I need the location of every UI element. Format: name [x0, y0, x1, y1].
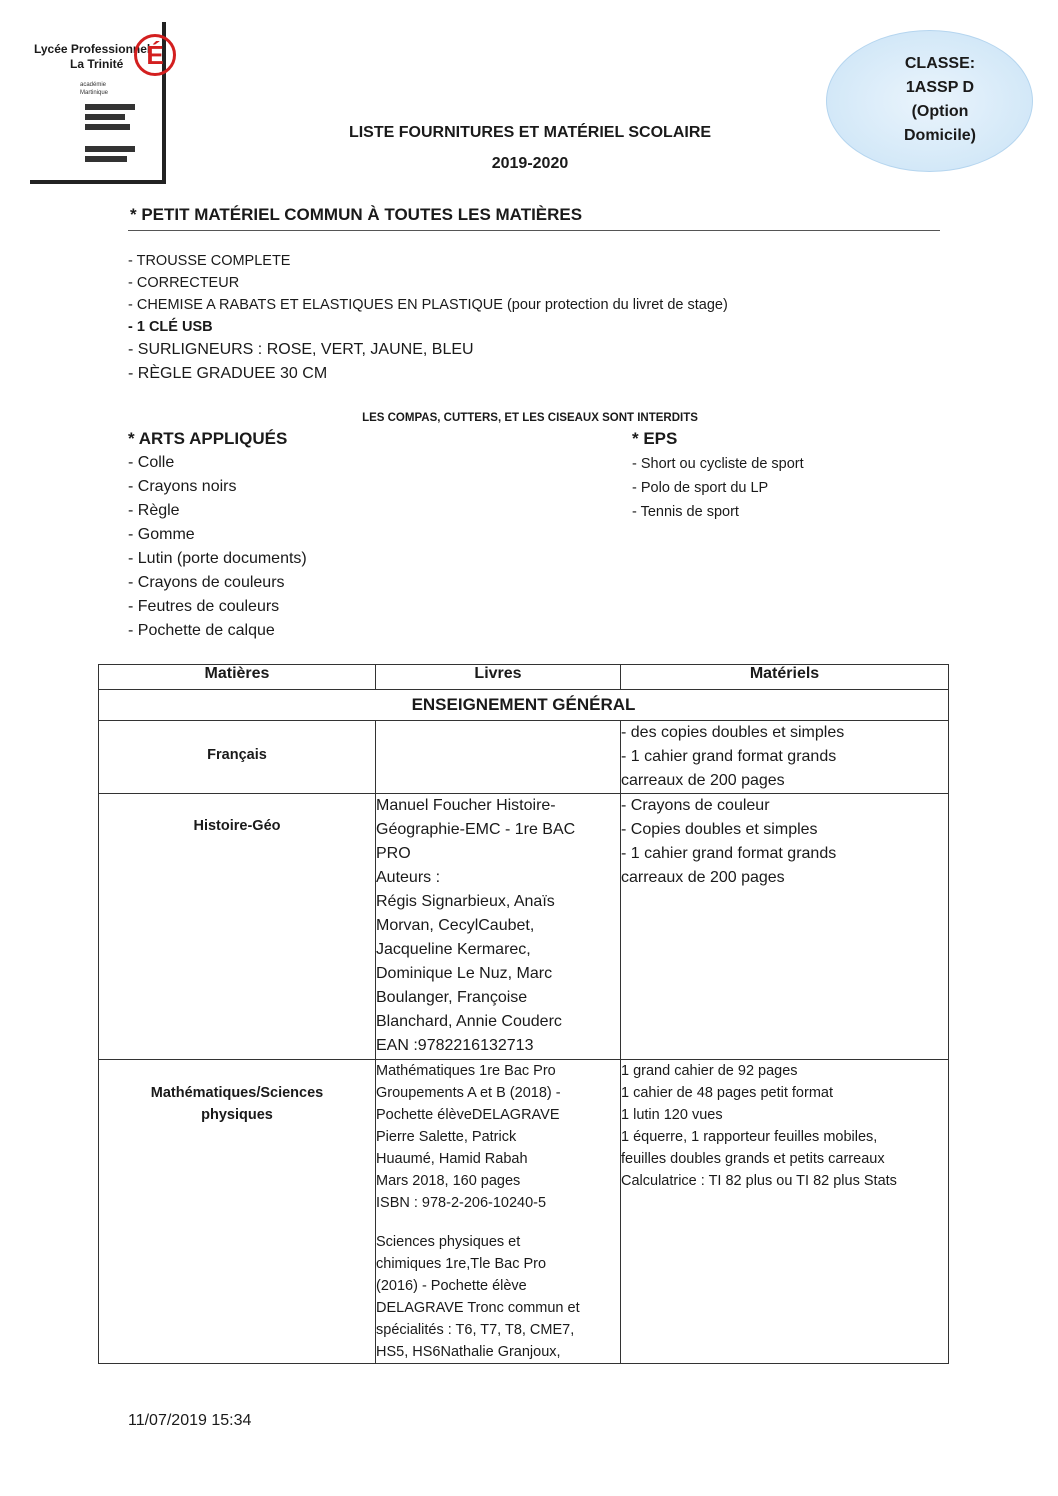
class-badge-line: CLASSE: [904, 55, 976, 72]
list-item: - Polo de sport du LP [632, 480, 769, 496]
logo-ministry-mark [85, 146, 135, 152]
material-line: - 1 cahier grand format grands [621, 748, 837, 765]
list-item: - Crayons noirs [128, 478, 237, 495]
section-divider [128, 230, 940, 231]
book-line: HS5, HS6Nathalie Granjoux, [376, 1344, 561, 1360]
subject-name: physiques [201, 1107, 273, 1123]
class-badge-text [870, 52, 1010, 148]
list-item: - Colle [128, 454, 175, 471]
column-header-books: Livres [376, 665, 621, 690]
material-line: carreaux de 200 pages [621, 772, 785, 789]
list-item: - Gomme [128, 526, 195, 543]
list-item: - Tennis de sport [632, 504, 739, 520]
subject-name: Histoire-Géo [193, 818, 281, 834]
book-line: ISBN : 978-2-206-10240-5 [376, 1195, 547, 1211]
logo-school-name: Lycée Professionnel [34, 42, 151, 56]
table-header-row [99, 665, 949, 690]
material-line: - Crayons de couleur [621, 797, 770, 814]
book-line: Jacqueline Kermarec, [376, 941, 531, 958]
books-cell [376, 721, 621, 794]
table-row [99, 1060, 949, 1364]
material-line: - Copies doubles et simples [621, 821, 818, 838]
class-badge-line: (Option [911, 103, 969, 120]
education-e-icon: É [134, 34, 176, 76]
material-line: 1 cahier de 48 pages petit format [621, 1085, 833, 1101]
list-item: - RÈGLE GRADUEE 30 CM [128, 365, 328, 382]
class-badge-line: 1ASSP D [905, 79, 975, 96]
material-line: - des copies doubles et simples [621, 724, 845, 741]
book-line [376, 1214, 620, 1231]
books-cell [376, 1060, 621, 1364]
book-line: EAN :9782216132713 [376, 1037, 534, 1054]
book-line: Groupements A et B (2018) - [376, 1085, 561, 1101]
book-line: Mars 2018, 160 pages [376, 1173, 521, 1189]
column-header-subjects: Matières [99, 665, 376, 690]
logo-ministry-mark [85, 156, 127, 162]
list-item: - Lutin (porte documents) [128, 550, 307, 567]
list-item: - CORRECTEUR [128, 275, 240, 291]
book-line: Manuel Foucher Histoire- [376, 797, 556, 814]
list-item: - Crayons de couleurs [128, 574, 285, 591]
subject-cell [99, 721, 376, 794]
class-badge-line: Domicile) [903, 127, 976, 144]
book-line: Sciences physiques et [376, 1234, 521, 1250]
subject-cell [99, 794, 376, 1060]
logo-ministry-mark [85, 104, 135, 110]
logo-academie: académie [80, 82, 107, 88]
material-line: 1 équerre, 1 rapporteur feuilles mobiles, [621, 1129, 878, 1145]
supplies-table [98, 664, 949, 1364]
school-logo [30, 22, 166, 184]
school-year: 2019-2020 [491, 155, 569, 172]
list-item: - CHEMISE A RABATS ET ELASTIQUES EN PLASTIQUE (pour protection du livret de stage) [128, 297, 728, 313]
book-line: Auteurs : [376, 869, 441, 886]
book-line: Boulanger, Françoise [376, 989, 528, 1006]
materials-cell [621, 721, 949, 794]
book-line: spécialités : T6, T7, T8, CME7, [376, 1322, 575, 1338]
materials-cell [621, 794, 949, 1060]
table-row [99, 721, 949, 794]
material-line: Calculatrice : TI 82 plus ou TI 82 plus Stats [621, 1173, 897, 1189]
book-line: Dominique Le Nuz, Marc [376, 965, 553, 982]
arts-supplies-list [128, 451, 307, 643]
list-item: - Short ou cycliste de sport [632, 456, 804, 472]
book-line: DELAGRAVE Tronc commun et [376, 1300, 580, 1316]
book-line: PRO [376, 845, 411, 862]
books-cell [376, 794, 621, 1060]
arts-heading: * ARTS APPLIQUÉS [128, 429, 288, 448]
subject-name: Mathématiques/Sciences [150, 1085, 324, 1101]
table-section-row [99, 690, 949, 721]
book-line: (2016) - Pochette élève [376, 1278, 527, 1294]
material-line: carreaux de 200 pages [621, 869, 785, 886]
material-line: - 1 cahier grand format grands [621, 845, 837, 862]
book-line: chimiques 1re,Tle Bac Pro [376, 1256, 547, 1272]
subject-cell [99, 1060, 376, 1364]
section-general-education: ENSEIGNEMENT GÉNÉRAL [99, 690, 949, 721]
common-supplies-list [128, 250, 728, 386]
logo-ministry-mark [85, 114, 125, 120]
book-line: Blanchard, Annie Couderc [376, 1013, 562, 1030]
print-timestamp: 11/07/2019 15:34 [128, 1412, 252, 1429]
subject-name: Français [207, 747, 267, 763]
list-item: - 1 CLÉ USB [128, 319, 213, 335]
eps-heading: * EPS [632, 429, 678, 448]
material-line: 1 lutin 120 vues [621, 1107, 723, 1123]
list-item: - Feutres de couleurs [128, 598, 280, 615]
logo-region: Martinique [80, 90, 109, 96]
material-line: 1 grand cahier de 92 pages [621, 1063, 798, 1079]
list-item: - Pochette de calque [128, 622, 275, 639]
eps-supplies-list [632, 452, 804, 524]
logo-school-town: La Trinité [70, 57, 124, 71]
page-title: LISTE FOURNITURES ET MATÉRIEL SCOLAIRE [348, 124, 712, 141]
book-line: Pierre Salette, Patrick [376, 1129, 517, 1145]
logo-ministry-mark [85, 124, 130, 130]
materials-cell [621, 1060, 949, 1364]
forbidden-items-notice: LES COMPAS, CUTTERS, ET LES CISEAUX SONT INTERDITS [362, 412, 698, 424]
material-line: feuilles doubles grands et petits carreaux [621, 1151, 885, 1167]
list-item: - Règle [128, 502, 180, 519]
book-line: Mathématiques 1re Bac Pro [376, 1063, 556, 1079]
list-item: - SURLIGNEURS : ROSE, VERT, JAUNE, BLEU [128, 341, 474, 358]
table-row [99, 794, 949, 1060]
book-line: Pochette élèveDELAGRAVE [376, 1107, 560, 1123]
book-line: Régis Signarbieux, Anaïs [376, 893, 555, 910]
book-line: Morvan, CecylCaubet, [376, 917, 535, 934]
common-section-heading: * PETIT MATÉRIEL COMMUN À TOUTES LES MATIÈRES [130, 205, 583, 224]
book-line: Géographie-EMC - 1re BAC [376, 821, 576, 838]
list-item: - TROUSSE COMPLETE [128, 253, 291, 269]
column-header-materials: Matériels [621, 665, 949, 690]
book-line: Huaumé, Hamid Rabah [376, 1151, 528, 1167]
